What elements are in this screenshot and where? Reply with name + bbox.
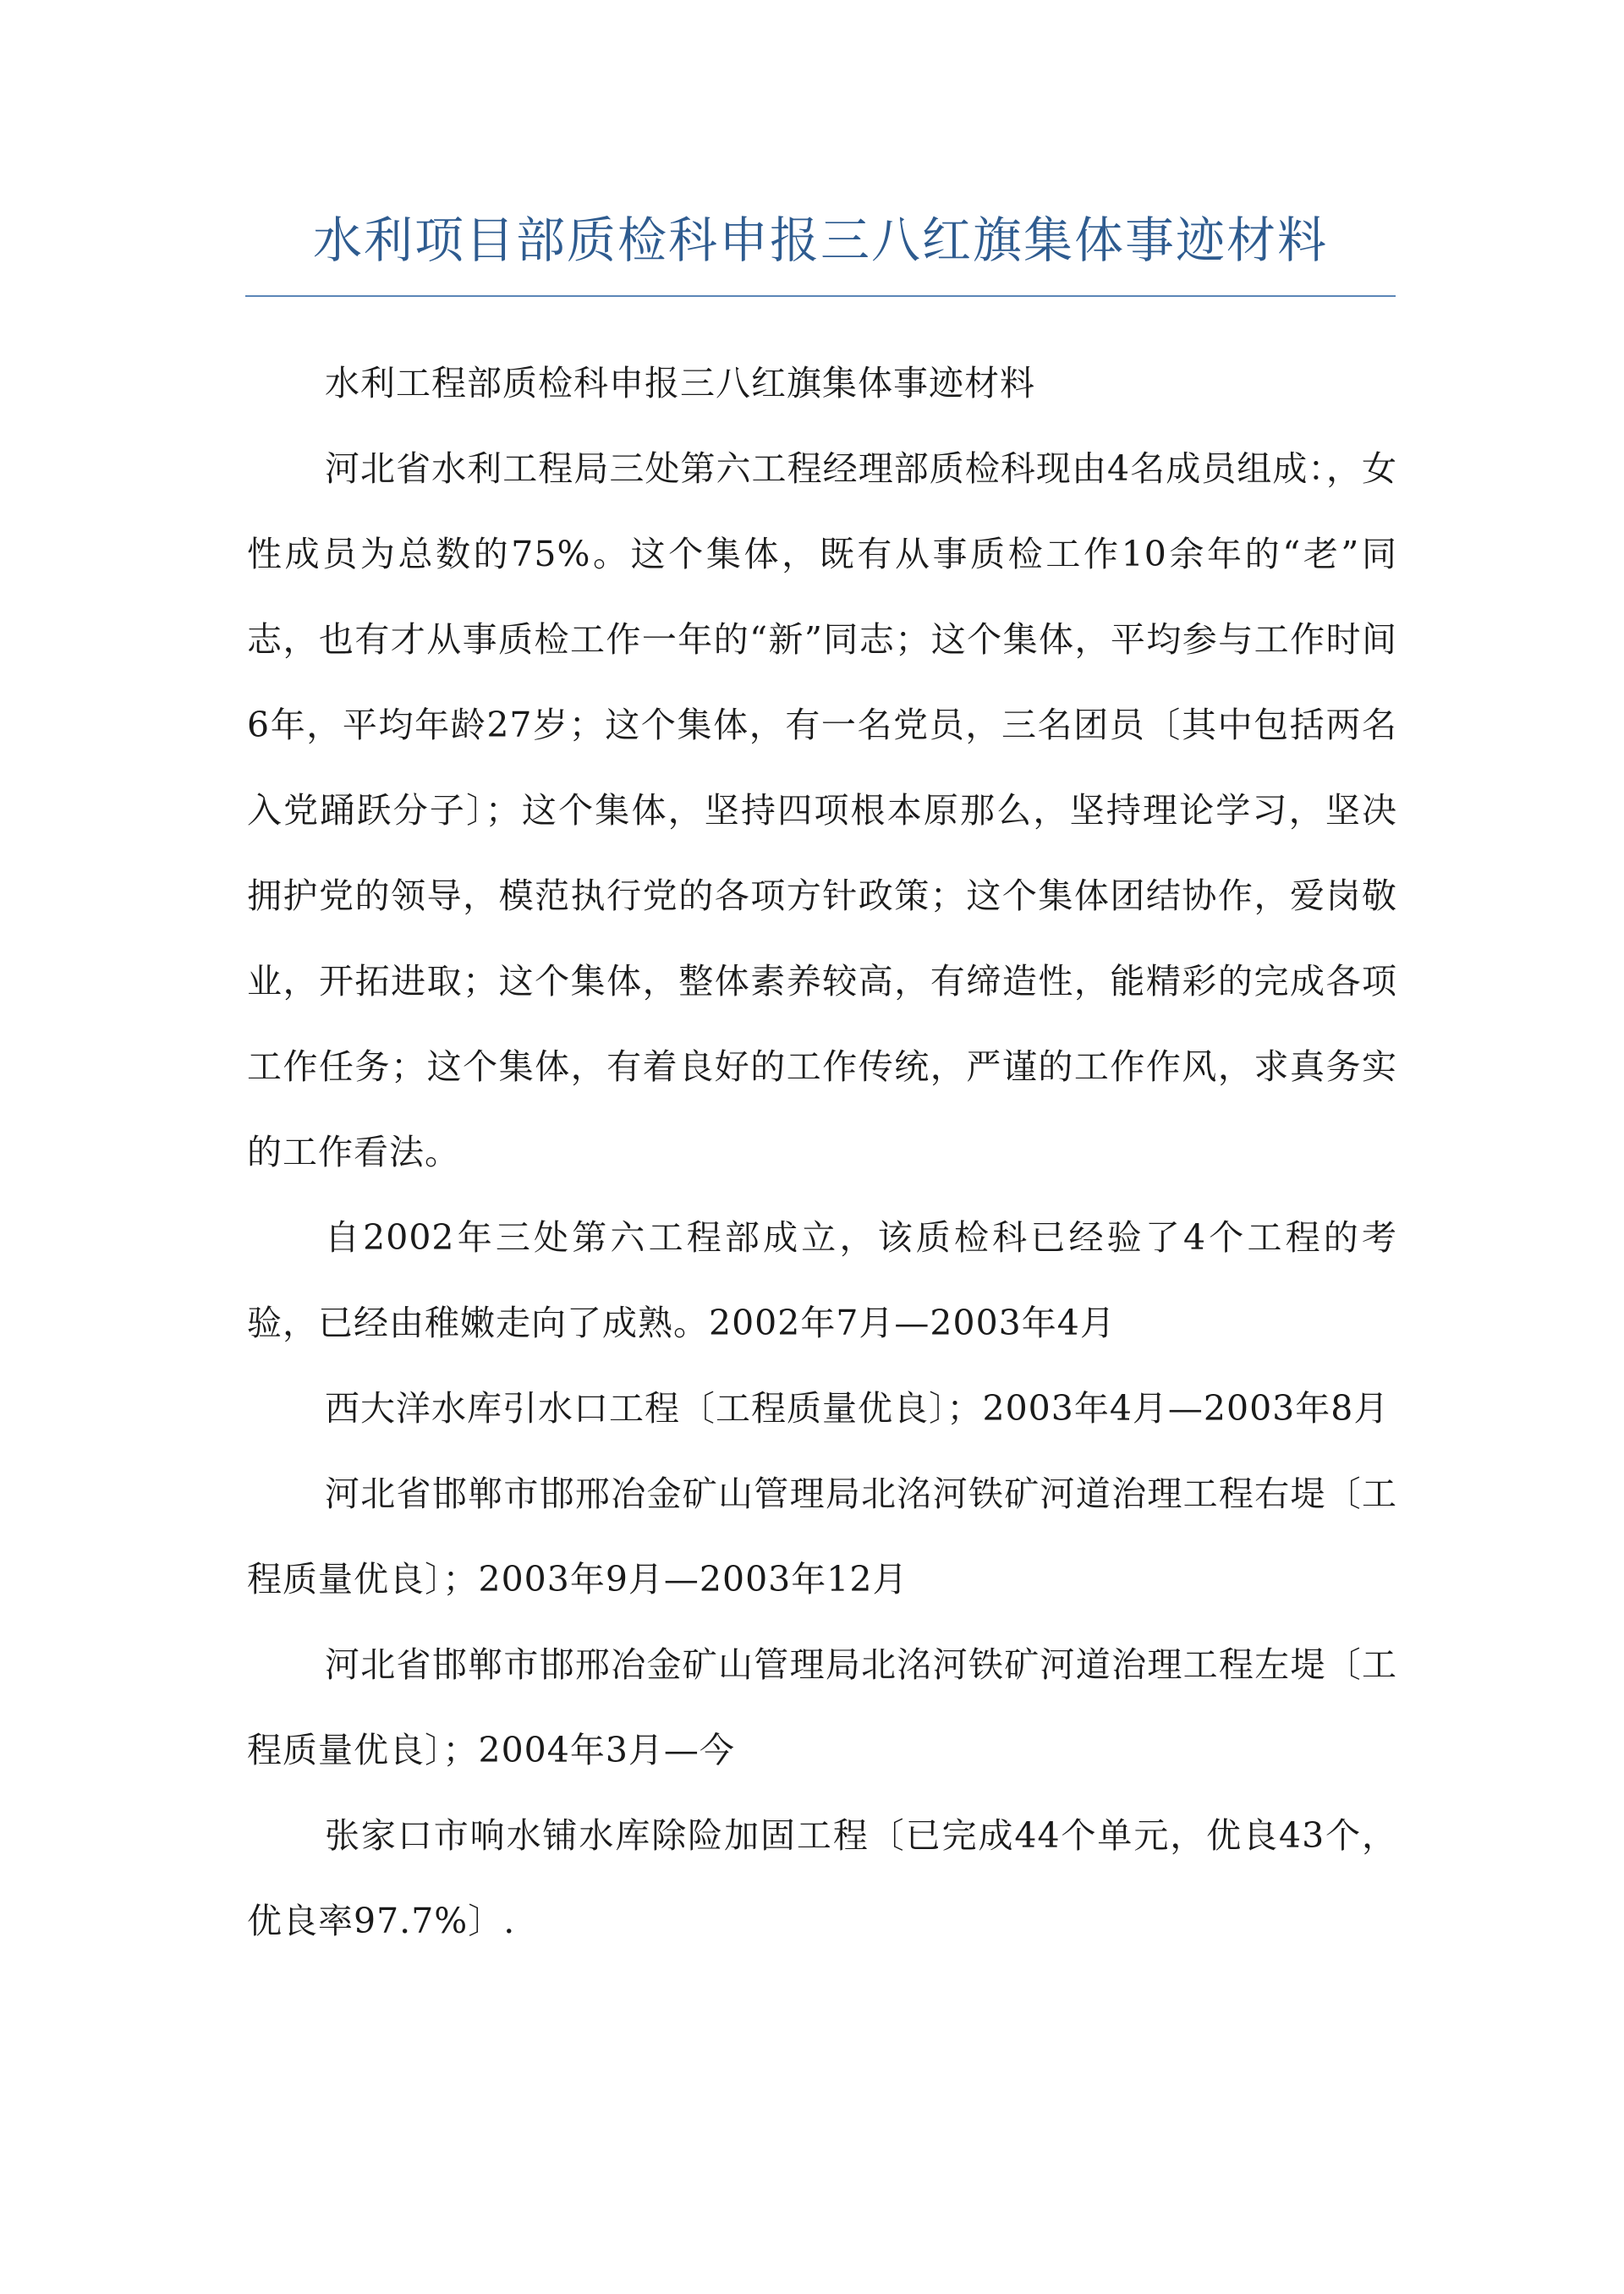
paragraph-history: 自2002年三处第六工程部成立，该质检科已经验了4个工程的考验，已经由稚嫩走向了成熟。2002年7月—2003年4月 — [247, 1217, 1397, 1343]
document-body — [247, 341, 1397, 1964]
paragraph-project-3: 河北省邯郸市邯邢冶金矿山管理局北洺河铁矿河道治理工程左堤〔工程质量优良〕；2004年3月—今 — [247, 1644, 1397, 1770]
paragraph-project-4: 张家口市响水铺水库除险加固工程〔已完成44个单元，优良43个，优良率97.7%〕. — [247, 1815, 1397, 1941]
paragraph-project-1: 西大洋水库引水口工程〔工程质量优良〕；2003年4月—2003年8月 — [325, 1388, 1390, 1429]
paragraph-subtitle: 水利工程部质检科申报三八红旗集体事迹材料 — [325, 363, 1035, 403]
document-title: 水利项目部质检科申报三八红旗集体事迹材料 — [312, 211, 1328, 269]
paragraph-team-profile: 河北省水利工程局三处第六工程经理部质检科现由4名成员组成：，女性成员为总数的75%。这个集体，既有从事质检工作10余年的“老”同志，也有才从事质检工作一年的“新”同志；这个集体，平均参与工作时间6年，平均年龄27岁；这个集体，有一名党员，三名团员〔其中包括两名入党踊跃分子〕；这个集体，坚持四项根本原那么，坚持理论学习，坚决拥护党的领导，模范执行党的各项方针政策；这个集体团结协作，爱岗敬业，开拓进取；这个集体，整体素养较高，有缔造性，能精彩的完成各项工作任务；这个集体，有着良好的工作传统，严谨的工作作风，求真务实的工作看法。 — [247, 448, 1397, 1172]
title-divider — [245, 295, 1396, 297]
paragraph-project-2: 河北省邯郸市邯邢冶金矿山管理局北洺河铁矿河道治理工程右堤〔工程质量优良〕；2003年9月—2003年12月 — [247, 1474, 1397, 1600]
